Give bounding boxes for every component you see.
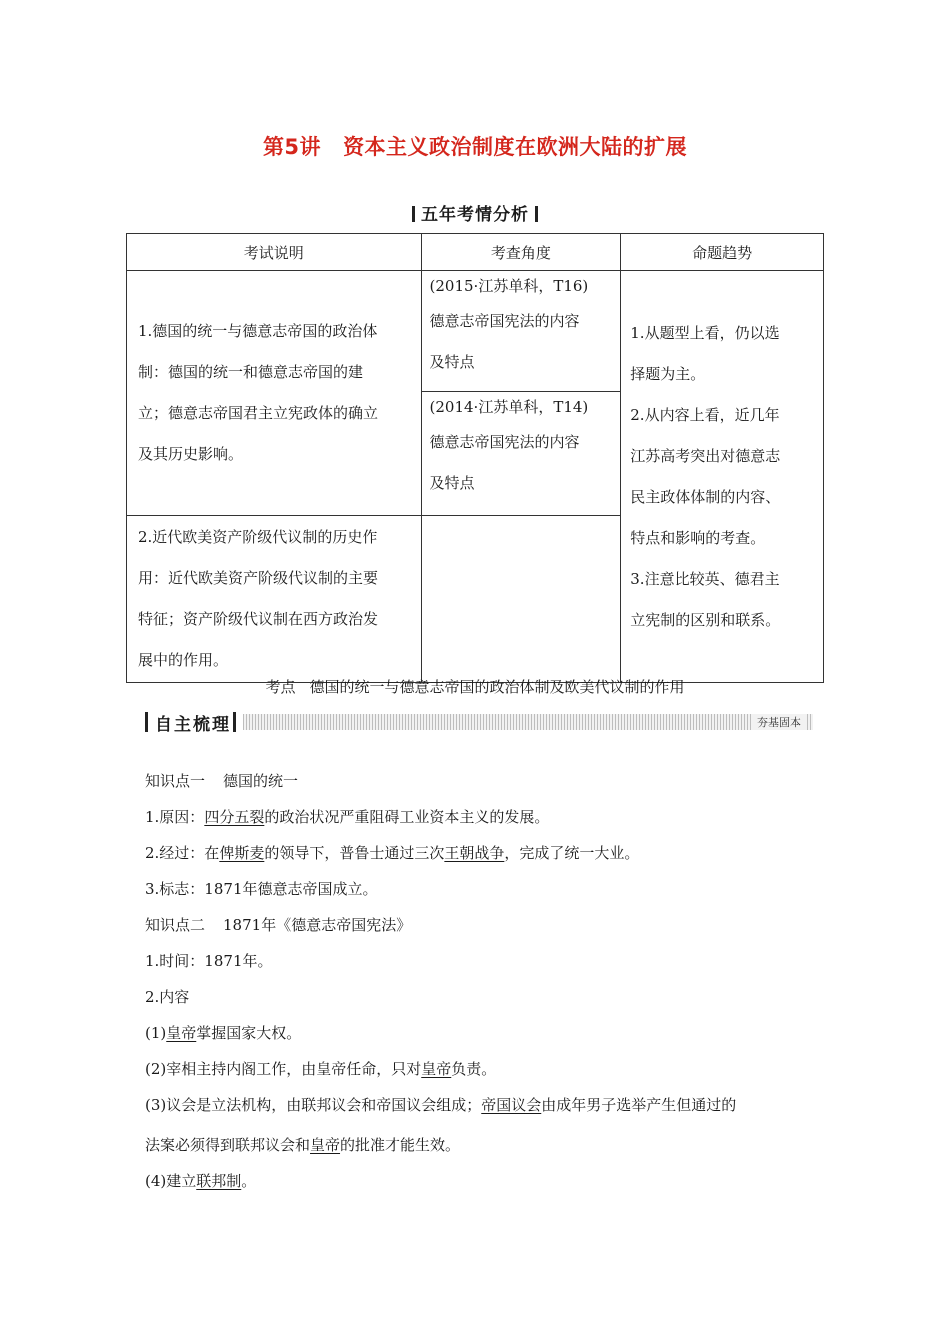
knowledge-point-heading: 知识点二 1871年《德意志帝国宪法》 xyxy=(145,916,412,934)
underlined-term: 帝国议会 xyxy=(481,1096,542,1114)
cell-line: 2.从内容上看，近几年 xyxy=(630,405,780,424)
banner-bar-right xyxy=(233,712,236,732)
content-line: (3)议会是立法机构，由联邦议会和帝国议会组成；帝国议会由成年男子选举产生但通过的 xyxy=(145,1096,737,1114)
banner-tag: 夯基固本 xyxy=(753,714,805,730)
content-line: (2)宰相主持内阁工作，由皇帝任命，只对皇帝负责。 xyxy=(145,1060,497,1078)
cell-line: 立宪制的区别和联系。 xyxy=(630,610,781,629)
cell-line: 展中的作用。 xyxy=(138,651,229,669)
banner-title: 自主梳理 xyxy=(155,715,231,735)
cell-line: 择题为主。 xyxy=(630,364,706,383)
banner-stripe xyxy=(243,714,813,730)
subcell-2015 xyxy=(422,271,621,392)
cell-line: 用：近代欧美资产阶级代议制的主要 xyxy=(138,569,379,587)
content-line: (4)建立联邦制。 xyxy=(145,1172,257,1190)
content-line: (1)皇帝掌握国家大权。 xyxy=(145,1024,302,1042)
heading-bar-left xyxy=(412,206,415,222)
underlined-term: 皇帝 xyxy=(310,1136,341,1154)
content-line: 1.时间：1871年。 xyxy=(145,952,273,970)
content-line: 3.标志：1871年德意志帝国成立。 xyxy=(145,880,378,898)
self-review-banner xyxy=(145,710,813,735)
table-cell xyxy=(127,271,422,516)
source-tag: (2014·江苏单科，T14) xyxy=(429,398,589,416)
content-line: 1.原因：四分五裂的政治状况严重阻碍工业资本主义的发展。 xyxy=(145,808,550,826)
underlined-term: 王朝战争 xyxy=(444,844,505,862)
table-header-cell: 考查角度 xyxy=(421,234,621,271)
table-header-cell: 命题趋势 xyxy=(621,234,824,271)
cell-line: 德意志帝国宪法的内容 xyxy=(429,433,580,451)
table-row xyxy=(127,271,824,516)
page-title: 第5讲 资本主义政治制度在欧洲大陆的扩展 xyxy=(262,135,688,159)
cell-line: 制：德国的统一和德意志帝国的建 xyxy=(138,363,364,381)
underlined-term: 皇帝 xyxy=(166,1024,197,1042)
cell-line: 及其历史影响。 xyxy=(138,445,244,463)
cell-line: 1.从题型上看，仍以选 xyxy=(630,323,780,342)
knowledge-point-heading: 知识点一 德国的统一 xyxy=(145,772,299,790)
content-line: 法案必须得到联邦议会和皇帝的批准才能生效。 xyxy=(145,1136,461,1154)
cell-line: 江苏高考突出对德意志 xyxy=(630,446,781,465)
exam-point-caption: 考点 德国的统一与德意志帝国的政治体制及欧美代议制的作用 xyxy=(265,678,685,696)
source-tag: (2015·江苏单科，T16) xyxy=(429,277,589,295)
cell-line: 及特点 xyxy=(429,474,475,492)
exam-analysis-table xyxy=(126,233,824,683)
content-line: 2.内容 xyxy=(145,988,190,1006)
cell-line: 及特点 xyxy=(429,353,475,371)
section-heading: 五年考情分析 xyxy=(0,200,950,225)
cell-line: 2.近代欧美资产阶级代议制的历史作 xyxy=(138,528,378,546)
table-header-cell: 考试说明 xyxy=(127,234,422,271)
cell-line: 1.德国的统一与德意志帝国的政治体 xyxy=(138,322,378,340)
content-line: 2.经过：在俾斯麦的领导下，普鲁士通过三次王朝战争，完成了统一大业。 xyxy=(145,844,640,862)
cell-line: 民主政体体制的内容、 xyxy=(630,487,781,506)
table-header-row xyxy=(127,234,824,271)
underlined-term: 四分五裂 xyxy=(204,808,265,826)
banner-bar-left xyxy=(145,712,148,732)
cell-line: 德意志帝国宪法的内容 xyxy=(429,312,580,330)
cell-line: 立；德意志帝国君主立宪政体的确立 xyxy=(138,404,379,422)
table-cell xyxy=(127,516,422,683)
underlined-term: 俾斯麦 xyxy=(219,844,265,862)
table-cell-empty xyxy=(421,516,621,683)
underlined-term: 联邦制 xyxy=(196,1172,242,1190)
table-cell xyxy=(421,271,621,516)
cell-line: 特点和影响的考查。 xyxy=(630,528,766,547)
heading-bar-right xyxy=(535,206,538,222)
underlined-term: 皇帝 xyxy=(421,1060,452,1078)
cell-line: 特征；资产阶级代议制在西方政治发 xyxy=(138,610,379,628)
cell-line: 3.注意比较英、德君主 xyxy=(630,569,780,588)
table-cell xyxy=(621,271,824,683)
subcell-2014 xyxy=(422,392,621,513)
